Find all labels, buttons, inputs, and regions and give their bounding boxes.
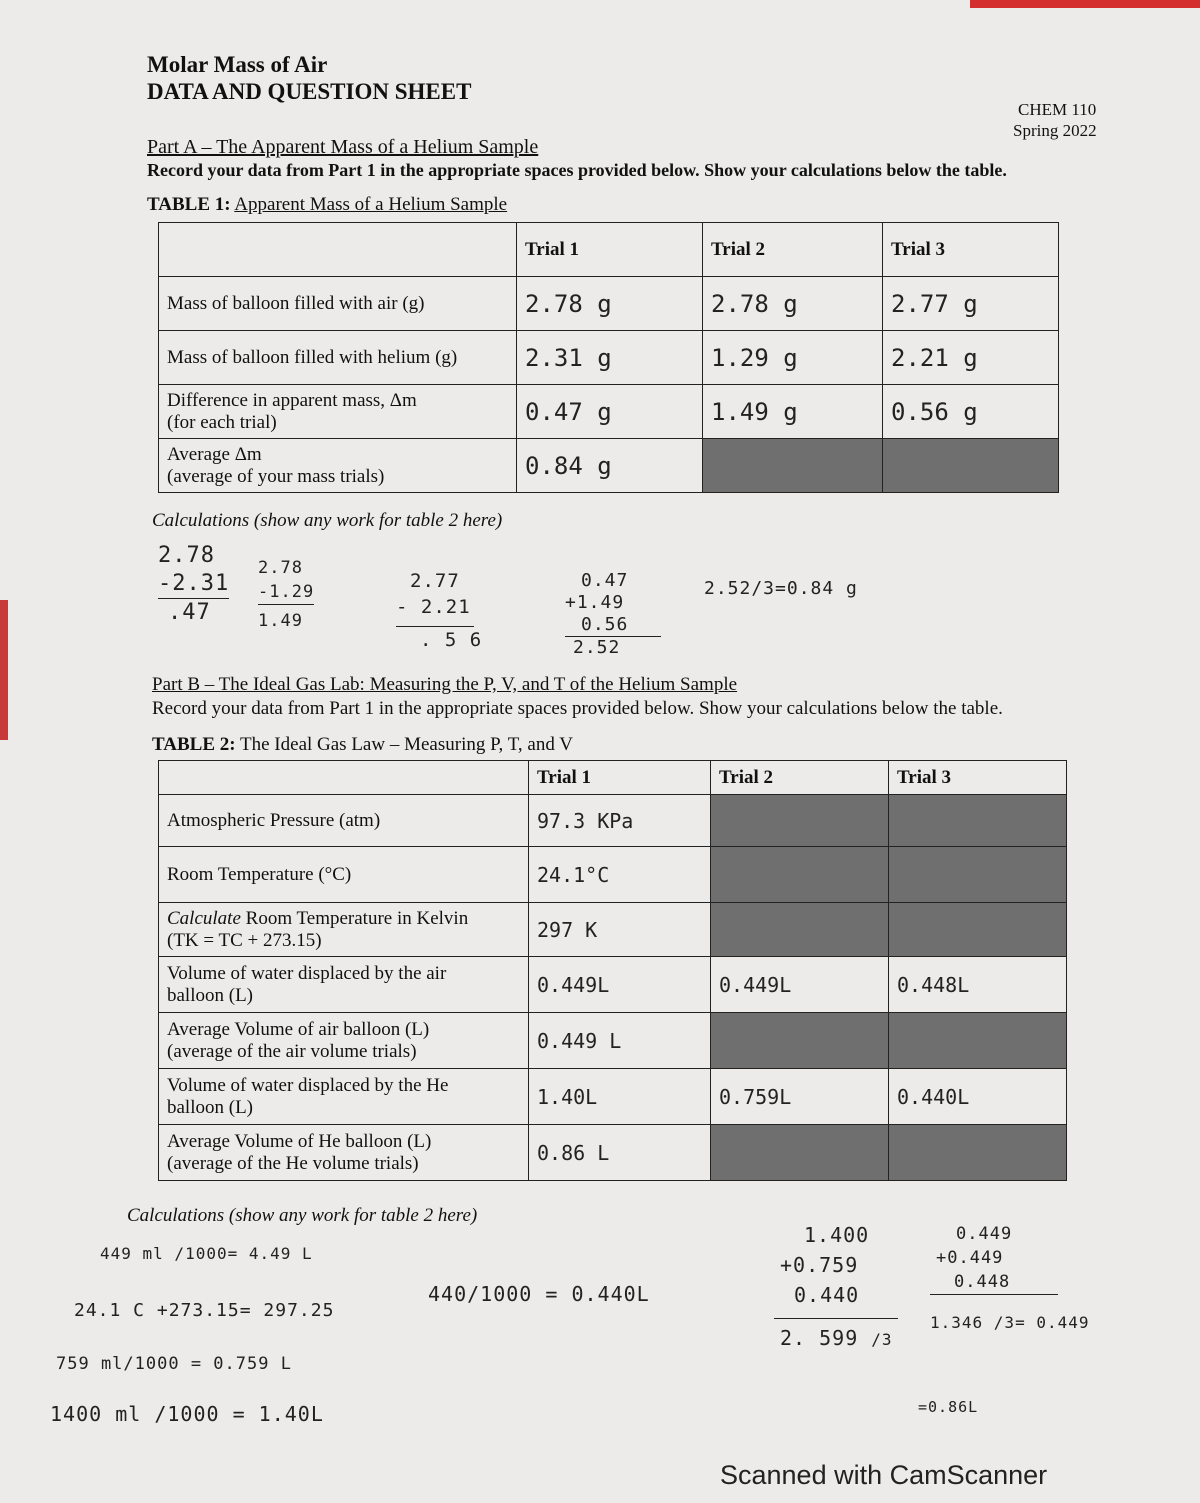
calc-subtraction-2 [258,556,314,633]
cell-value: 0.449L [529,957,711,1013]
table1-col-trial1: Trial 1 [517,223,703,277]
cell-value: 0.86 L [529,1125,711,1181]
doc-subtitle: DATA AND QUESTION SHEET [147,79,472,104]
calc-air-sum [930,1222,1090,1335]
doc-title: Molar Mass of Air [147,52,328,77]
calc-line: 0.47 [581,570,629,591]
table1-col-trial2: Trial 2 [703,223,883,277]
row-label-line1: Difference in apparent mass, Δm [167,389,417,411]
shaded-cell [703,439,883,493]
table-row [159,1125,1067,1181]
table1-col-trial3: Trial 3 [883,223,1059,277]
calc-line: 2.52 [573,637,621,658]
calc-subtraction-1 [158,542,229,627]
row-label-line1: Volume of water displaced by the air [167,962,447,984]
calc-line: . 5 6 [420,629,483,651]
calc-line: 1.400 [804,1223,870,1247]
table-row [159,1069,1067,1125]
row-label [159,439,517,493]
cell-value: 24.1°C [529,847,711,903]
row-label [159,1013,529,1069]
table-row [159,439,1059,493]
row-label [159,903,529,957]
calc-line: 0.449 [956,1224,1013,1244]
cell-value: 0.47 g [517,385,703,439]
row-label: Atmospheric Pressure (atm) [159,795,529,847]
calc-line: 1.49 [258,611,303,631]
shaded-cell [711,847,889,903]
table-row [159,903,1067,957]
cell-value: 2.78 g [517,277,703,331]
cell-value: 0.449L [711,957,889,1013]
cell-value: 2.78 g [703,277,883,331]
cell-value: 2.31 g [517,331,703,385]
cell-value: 0.449 L [529,1013,711,1069]
row-label-line2: balloon (L) [167,984,254,1006]
calc-line: 2.77 [410,570,460,592]
table1-header-row [159,223,1059,277]
row-label [159,1125,529,1181]
calc-line: +0.449 [936,1248,1004,1268]
calc-air-average: 1.346 /3= 0.449 [930,1313,1090,1332]
table2-label: TABLE 2: [152,734,236,755]
table-1 [158,222,1059,493]
shaded-cell [889,847,1067,903]
part-a-heading: Part A – The Apparent Mass of a Helium Sample [147,136,539,158]
calc-line: 0.56 [565,614,661,637]
shaded-cell [889,1013,1067,1069]
row-label [159,385,517,439]
table1-corner-cell [159,223,517,277]
calc-average-mass: 2.52/3=0.84 g [704,578,858,599]
table2-header-row [159,761,1067,795]
part-b-instructions: Record your data from Part 1 in the appropriate spaces provided below. Show your calculations below the table. [152,698,1003,719]
calc-line: -2.31 [158,570,229,599]
part-a-calc-heading: Calculations (show any work for table 2 here) [152,510,503,531]
row-label-line2: balloon (L) [167,1096,254,1118]
row-label: Mass of balloon filled with air (g) [159,277,517,331]
table-row [159,277,1059,331]
table-row [159,331,1059,385]
cell-value: 0.56 g [883,385,1059,439]
calc-line: 0.448 [930,1270,1058,1295]
row-label [159,1069,529,1125]
cell-value: 0.84 g [517,439,703,493]
table-2 [158,760,1067,1181]
row-label-line1: Average Δm [167,443,262,465]
shaded-cell [711,903,889,957]
shaded-cell [711,795,889,847]
row-label-emphasis: Calculate [167,907,241,929]
row-label: Mass of balloon filled with helium (g) [159,331,517,385]
calc-rule [774,1318,898,1319]
row-label-line1: Average Volume of He balloon (L) [167,1130,432,1152]
cell-value: 1.29 g [703,331,883,385]
calc-he-total: 2. 599 [780,1326,859,1350]
term-label: Spring 2022 [1013,121,1097,140]
course-label: CHEM 110 [1018,100,1097,119]
cell-value: 97.3 KPa [529,795,711,847]
row-label [159,957,529,1013]
calc-line: - 2.21 [396,596,471,618]
calc-he-divisor: /3 [871,1330,893,1349]
calc-line [780,1323,898,1355]
cell-value: 297 K [529,903,711,957]
cell-value: 0.759L [711,1069,889,1125]
table1-label: TABLE 1: [147,194,231,215]
calc-he-average: =0.86L [918,1398,979,1416]
row-label-line2: (average of the He volume trials) [167,1152,419,1174]
cell-value: 1.49 g [703,385,883,439]
row-label-line1: Average Volume of air balloon (L) [167,1018,430,1040]
table-row [159,847,1067,903]
part-a-instructions: Record your data from Part 1 in the appropriate spaces provided below. Show your calculations below the table. [147,160,1007,180]
table2-col-trial2: Trial 2 [711,761,889,795]
shaded-cell [711,1013,889,1069]
red-edge-decoration [0,600,8,740]
table-row [159,795,1067,847]
table2-corner-cell [159,761,529,795]
table2-caption [152,734,573,756]
row-label-line2: (TK = TC + 273.15) [167,929,322,951]
calc-line: +0.759 [780,1253,859,1277]
table1-caption [147,194,507,216]
calc-line: 2.78 [258,558,303,578]
calc-volume-he-1: 1400 ml /1000 = 1.40L [50,1402,324,1426]
table2-col-trial3: Trial 3 [889,761,1067,795]
calc-volume-he-3: 440/1000 = 0.440L [428,1282,650,1306]
row-label-line2: (average of your mass trials) [167,465,385,487]
calc-line: .47 [168,600,211,625]
shaded-cell [883,439,1059,493]
table1-title: Apparent Mass of a Helium Sample [234,194,508,215]
table-row [159,1013,1067,1069]
row-label: Room Temperature (°C) [159,847,529,903]
cell-value: 1.40L [529,1069,711,1125]
calc-volume-he-2: 759 ml/1000 = 0.759 L [56,1354,292,1374]
calc-kelvin: 24.1 C +273.15= 297.25 [74,1300,335,1321]
shaded-cell [889,903,1067,957]
table2-title: The Ideal Gas Law – Measuring P, T, and V [240,734,573,755]
table-row [159,385,1059,439]
row-label-line1: Room Temperature in Kelvin [240,907,469,929]
calc-volume-air: 449 ml /1000= 4.49 L [100,1244,313,1263]
cell-value: 0.440L [889,1069,1067,1125]
calc-subtraction-3 [396,568,482,653]
calc-line: +1.49 [565,592,625,613]
shaded-cell [711,1125,889,1181]
red-corner-decoration [970,0,1200,8]
calc-addition-1 [565,570,661,659]
scanner-watermark: Scanned with CamScanner [720,1460,1048,1490]
cell-value: 2.77 g [883,277,1059,331]
table-row [159,957,1067,1013]
part-b-calc-heading: Calculations (show any work for table 2 here) [127,1205,478,1226]
row-label-line2: (for each trial) [167,411,277,433]
part-b-heading: Part B – The Ideal Gas Lab: Measuring the P, V, and T of the Helium Sample [152,674,738,695]
calc-line: -1.29 [258,580,314,605]
calc-line: 2.78 [158,543,215,568]
row-label-line2: (average of the air volume trials) [167,1040,417,1062]
cell-value: 0.448L [889,957,1067,1013]
calc-line: 0.440 [794,1283,860,1307]
table2-col-trial1: Trial 1 [529,761,711,795]
row-label-line1: Volume of water displaced by the He [167,1074,449,1096]
cell-value: 2.21 g [883,331,1059,385]
calc-he-sum [780,1220,898,1355]
shaded-cell [889,795,1067,847]
shaded-cell [889,1125,1067,1181]
